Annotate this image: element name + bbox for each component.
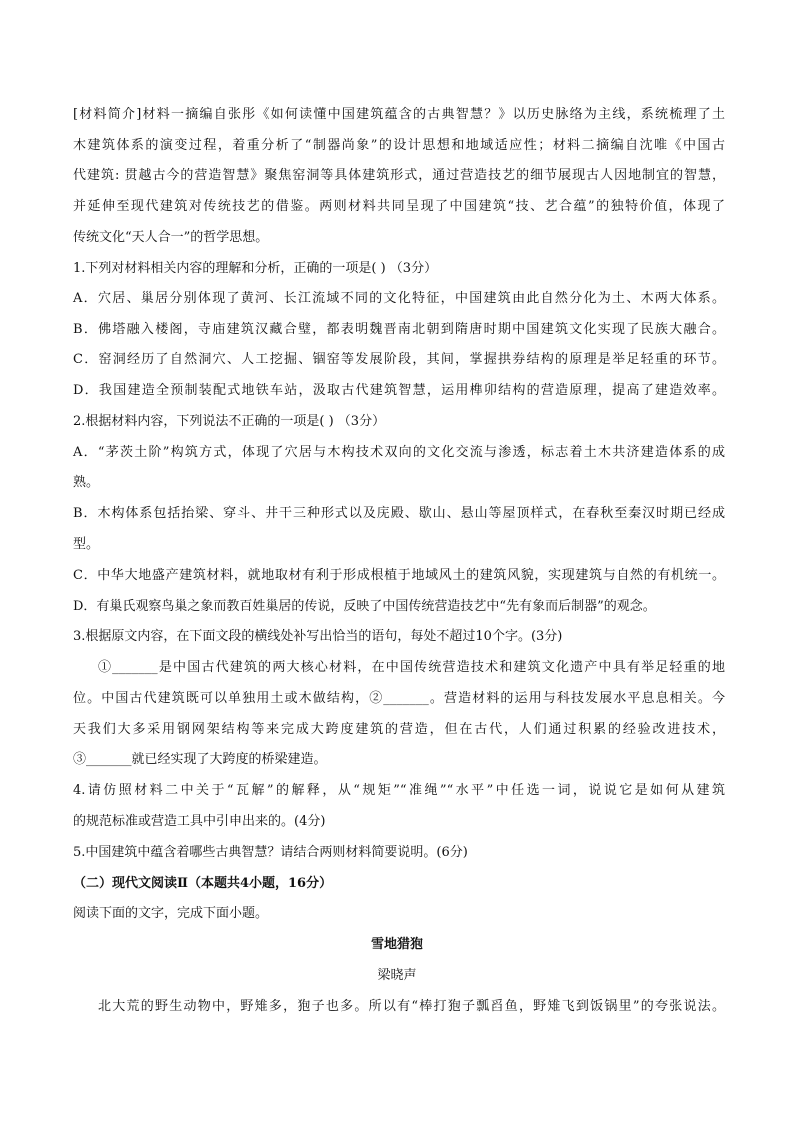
story-title: 雪地猎狍 — [370, 937, 423, 952]
question-2-stem: 2.根据材料内容，下列说法不正确的一项是( ) （3分） — [73, 414, 386, 429]
question-1-stem: 1.下列对材料相关内容的理解和分析，正确的一项是( ) （3分） — [73, 261, 438, 276]
question-4-stem-cont: 的规范标准或营造工具中引申出来的。(4分) — [73, 814, 326, 829]
question-2-option-b-cont: 型。 — [73, 537, 100, 552]
question-1-option-a: A．穴居、巢居分别体现了黄河、长江流域不同的文化特征，中国建筑由此自然分化为土、木两大体系。 — [73, 291, 725, 306]
question-3-passage: ①_______是中国古代建筑的两大核心材料，在中国传统营造技术和建筑文化遗产中具有举足轻重的地 — [98, 660, 725, 675]
intro-line: 木建筑体系的演变过程，着重分析了“制器尚象”的设计思想和地域适应性；材料二摘编自沈唯《中国古 — [73, 138, 725, 153]
section-instruction: 阅读下面的文字，完成下面小题。 — [73, 906, 269, 921]
question-2-option-b: B．木构体系包括抬梁、穿斗、井干三种形式以及庑殿、歇山、悬山等屋顶样式，在春秋至秦汉时期已经成 — [73, 506, 725, 521]
question-1-option-b: B．佛塔融入楼阁，寺庙建筑汉藏合璧，都表明魏晋南北朝到隋唐时期中国建筑文化实现了民族大融合。 — [73, 322, 725, 337]
intro-line: 传统文化“天人合一”的哲学思想。 — [73, 230, 269, 245]
question-3-passage: 位。中国古代建筑既可以单独用土或木做结构，②_______。营造材料的运用与科技发展水平息息相关。今 — [73, 691, 725, 706]
question-3-stem: 3.根据原文内容，在下面文段的横线处补写出恰当的语句，每处不超过10个字。(3分) — [73, 629, 563, 644]
intro-line: 并延伸至现代建筑对传统技艺的借鉴。两则材料共同呈现了中国建筑“技、艺合蕴”的独特价值，体现了 — [73, 199, 725, 214]
intro-line: 代建筑: 贯越古今的营造智慧》聚焦窑洞等具体建筑形式，通过营造技艺的细节展现古人因地制宜的智慧， — [73, 168, 725, 183]
question-5-stem: 5.中国建筑中蕴含着哪些古典智慧？请结合两则材料简要说明。(6分) — [73, 845, 468, 860]
story-paragraph: 北大荒的野生动物中，野雉多，狍子也多。所以有“棒打狍子瓢舀鱼，野雉飞到饭锅里”的夸张说法。 — [98, 999, 725, 1014]
question-4-stem: 4.请仿照材料二中关于“瓦解”的解释，从“规矩”“准绳”“水平”中任选一词，说说它是如何从建筑 — [73, 783, 725, 798]
question-2-option-d: D．有巢氏观察鸟巢之象而教百姓巢居的传说，反映了中国传统营造技艺中“先有象而后制器”的观念。 — [73, 599, 656, 614]
question-1-option-d: D．我国建造全预制装配式地铁车站，汲取古代建筑智慧，运用榫卯结构的营造原理，提高了建造效率。 — [73, 383, 725, 398]
question-2-option-c: C．中华大地盛产建筑材料，就地取材有利于形成根植于地域风土的建筑风貌，实现建筑与自然的有机统一。 — [73, 568, 725, 583]
question-2-option-a-cont: 熟。 — [73, 475, 100, 490]
question-3-passage: ③_______就已经实现了大跨度的桥梁建造。 — [73, 752, 327, 767]
section-heading: （二）现代文阅读Ⅱ（本题共4小题，16分） — [73, 876, 333, 891]
story-author: 梁晓声 — [377, 968, 417, 983]
question-1-option-c: C．窑洞经历了自然洞穴、人工挖掘、锢窑等发展阶段，其间，掌握拱券结构的原理是举足轻重的环节。 — [73, 352, 725, 367]
question-3-passage: 天我们大多采用钢网架结构等来完成大跨度建筑的营造，但在古代，人们通过积累的经验改进技术， — [73, 722, 725, 737]
question-2-option-a: A．“茅茨土阶”构筑方式，体现了穴居与木构技术双向的文化交流与渗透，标志着土木共济建造体系的成 — [73, 445, 725, 460]
intro-line: [材料简介]材料一摘编自张彤《如何读懂中国建筑蕴含的古典智慧？》以历史脉络为主线，系统梳理了土 — [73, 107, 725, 122]
